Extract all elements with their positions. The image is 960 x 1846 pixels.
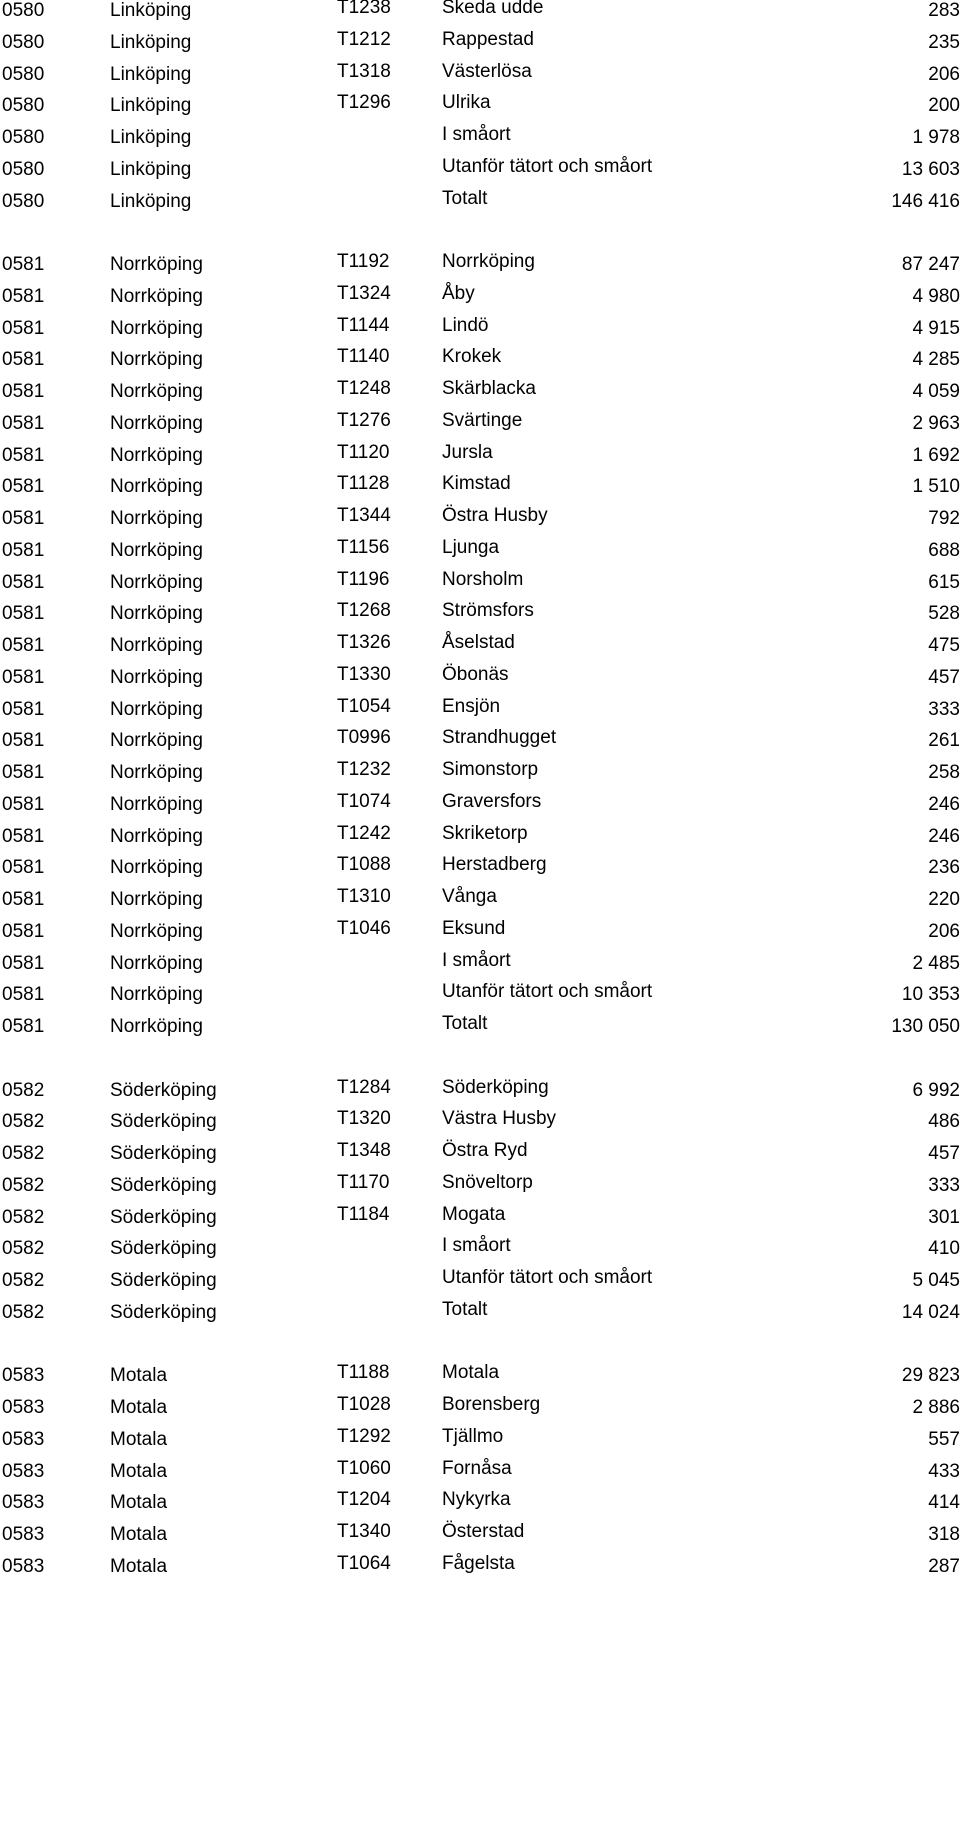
locality-code: T1060 bbox=[337, 1457, 391, 1479]
locality-name: Snöveltorp bbox=[442, 1171, 533, 1193]
municipality-code: 0581 bbox=[2, 444, 45, 466]
locality-code: T1140 bbox=[337, 346, 390, 368]
locality-code: T1088 bbox=[337, 854, 391, 876]
municipality-code: 0580 bbox=[2, 0, 45, 21]
locality-name: Ulrika bbox=[442, 92, 491, 114]
locality-name: Graversfors bbox=[442, 790, 542, 812]
table-row bbox=[0, 1361, 960, 1391]
municipality-code: 0582 bbox=[2, 1301, 45, 1323]
municipality-code: 0580 bbox=[2, 95, 45, 117]
population-value: 146 416 bbox=[891, 190, 960, 212]
population-value: 457 bbox=[928, 666, 960, 688]
municipality-code: 0581 bbox=[2, 635, 45, 656]
locality-name: Mogata bbox=[442, 1203, 506, 1225]
table-row bbox=[0, 758, 960, 788]
locality-code: T1320 bbox=[337, 1108, 391, 1130]
table-row bbox=[0, 822, 960, 852]
table-row bbox=[0, 949, 960, 979]
table-row bbox=[0, 853, 960, 883]
table-row bbox=[0, 1076, 960, 1106]
population-value: 475 bbox=[928, 635, 960, 656]
municipality-name: Söderköping bbox=[110, 1206, 217, 1228]
table-row bbox=[0, 1520, 960, 1550]
locality-name: Östra Husby bbox=[442, 505, 548, 526]
locality-name: Jursla bbox=[442, 441, 493, 463]
municipality-code: 0580 bbox=[2, 158, 45, 180]
municipality-code: 0582 bbox=[2, 1079, 45, 1101]
population-value: 220 bbox=[928, 889, 960, 910]
table-row bbox=[0, 1171, 960, 1201]
municipality-code: 0582 bbox=[2, 1174, 45, 1196]
population-value: 6 992 bbox=[912, 1079, 960, 1101]
municipality-name: Norrköping bbox=[110, 571, 203, 593]
municipality-code: 0583 bbox=[2, 1428, 45, 1450]
municipality-name: Norrköping bbox=[110, 889, 203, 910]
locality-name: Skeda udde bbox=[442, 0, 544, 18]
municipality-code: 0581 bbox=[2, 508, 45, 529]
table-row bbox=[0, 790, 960, 820]
table-row bbox=[0, 345, 960, 375]
locality-name: Strömsfors bbox=[442, 600, 534, 622]
municipality-code: 0583 bbox=[2, 1397, 45, 1418]
locality-name: Utanför tätort och småort bbox=[442, 155, 653, 177]
municipality-code: 0581 bbox=[2, 920, 45, 942]
population-value: 235 bbox=[928, 31, 960, 53]
municipality-name: Söderköping bbox=[110, 1111, 217, 1133]
locality-code: T1188 bbox=[337, 1362, 390, 1384]
population-value: 528 bbox=[928, 603, 960, 625]
table-row bbox=[0, 314, 960, 344]
locality-name: Östra Ryd bbox=[442, 1140, 528, 1161]
population-value: 14 024 bbox=[901, 1301, 960, 1323]
population-value: 4 285 bbox=[912, 349, 960, 371]
population-value: 2 886 bbox=[912, 1397, 960, 1418]
locality-name: Svärtinge bbox=[442, 409, 523, 431]
municipality-name: Motala bbox=[110, 1524, 168, 1545]
municipality-name: Motala bbox=[110, 1365, 168, 1387]
municipality-code: 0583 bbox=[2, 1555, 45, 1577]
locality-name: Kimstad bbox=[442, 473, 511, 495]
population-value: 4 980 bbox=[912, 285, 960, 307]
locality-name: Utanför tätort och småort bbox=[442, 981, 653, 1003]
municipality-name: Norrköping bbox=[110, 952, 203, 974]
locality-name: Fornåsa bbox=[442, 1457, 512, 1479]
municipality-name: Norrköping bbox=[110, 285, 203, 307]
locality-code: T1268 bbox=[337, 600, 391, 622]
municipality-code: 0580 bbox=[2, 127, 45, 148]
municipality-name: Norrköping bbox=[110, 730, 203, 752]
municipality-code: 0581 bbox=[2, 603, 45, 625]
locality-name: Lindö bbox=[442, 314, 489, 336]
table-row bbox=[0, 917, 960, 947]
locality-name: Skriketorp bbox=[442, 822, 528, 844]
population-value: 246 bbox=[928, 825, 960, 847]
locality-name: Västra Husby bbox=[442, 1108, 557, 1130]
population-value: 1 692 bbox=[912, 444, 960, 466]
municipality-code: 0582 bbox=[2, 1238, 45, 1260]
locality-code: T1296 bbox=[337, 92, 391, 114]
locality-name: Tjällmo bbox=[442, 1425, 504, 1447]
population-value: 792 bbox=[928, 508, 960, 529]
municipality-name: Söderköping bbox=[110, 1079, 217, 1101]
municipality-code: 0581 bbox=[2, 317, 45, 339]
municipality-name: Motala bbox=[110, 1555, 168, 1577]
locality-name: Åby bbox=[442, 282, 475, 304]
population-value: 5 045 bbox=[912, 1270, 960, 1291]
municipality-name: Motala bbox=[110, 1460, 168, 1482]
municipality-name: Norrköping bbox=[110, 984, 203, 1006]
table-row bbox=[0, 441, 960, 471]
locality-code: T1340 bbox=[337, 1521, 391, 1542]
municipality-code: 0581 bbox=[2, 730, 45, 752]
table-row bbox=[0, 1457, 960, 1487]
municipality-name: Norrköping bbox=[110, 476, 203, 498]
locality-code: T1284 bbox=[337, 1076, 391, 1098]
municipality-code: 0580 bbox=[2, 31, 45, 53]
municipality-name: Linköping bbox=[110, 95, 192, 117]
table-row bbox=[0, 1234, 960, 1264]
locality-name: I småort bbox=[442, 124, 511, 145]
municipality-name: Linköping bbox=[110, 158, 192, 180]
locality-name: Öbonäs bbox=[442, 663, 509, 685]
population-value: 688 bbox=[928, 539, 960, 561]
locality-code: T1028 bbox=[337, 1394, 391, 1415]
municipality-name: Norrköping bbox=[110, 508, 203, 529]
locality-name: Totalt bbox=[442, 1013, 488, 1034]
locality-code: T1326 bbox=[337, 632, 391, 653]
table-row bbox=[0, 155, 960, 185]
locality-name: Norsholm bbox=[442, 568, 524, 590]
municipality-name: Norrköping bbox=[110, 412, 203, 434]
table-row bbox=[0, 282, 960, 312]
population-value: 246 bbox=[928, 793, 960, 815]
municipality-code: 0582 bbox=[2, 1111, 45, 1133]
locality-code: T1238 bbox=[337, 0, 391, 18]
municipality-name: Motala bbox=[110, 1397, 168, 1418]
population-value: 130 050 bbox=[891, 1016, 960, 1037]
municipality-name: Norrköping bbox=[110, 444, 203, 466]
table-row bbox=[0, 1488, 960, 1518]
locality-name: Strandhugget bbox=[442, 727, 557, 749]
locality-code: T1204 bbox=[337, 1489, 391, 1511]
locality-code: T1046 bbox=[337, 917, 391, 939]
municipality-code: 0581 bbox=[2, 698, 45, 720]
table-row bbox=[0, 409, 960, 439]
municipality-name: Norrköping bbox=[110, 349, 203, 371]
population-value: 2 485 bbox=[912, 952, 960, 974]
municipality-name: Söderköping bbox=[110, 1174, 217, 1196]
population-value: 318 bbox=[928, 1524, 960, 1545]
municipality-name: Norrköping bbox=[110, 635, 203, 656]
municipality-name: Norrköping bbox=[110, 1016, 203, 1037]
population-value: 261 bbox=[928, 730, 960, 752]
population-value: 13 603 bbox=[901, 158, 960, 180]
municipality-name: Norrköping bbox=[110, 603, 203, 625]
locality-code: T1144 bbox=[337, 314, 390, 336]
locality-code: T1348 bbox=[337, 1140, 391, 1161]
locality-code: T0996 bbox=[337, 727, 391, 749]
municipality-code: 0582 bbox=[2, 1143, 45, 1164]
locality-code: T1310 bbox=[337, 886, 391, 907]
table-row bbox=[0, 726, 960, 756]
municipality-code: 0583 bbox=[2, 1524, 45, 1545]
municipality-code: 0581 bbox=[2, 412, 45, 434]
population-value: 10 353 bbox=[901, 984, 960, 1006]
locality-code: T1344 bbox=[337, 505, 391, 526]
municipality-name: Norrköping bbox=[110, 254, 203, 275]
population-value: 1 510 bbox=[912, 476, 960, 498]
municipality-code: 0581 bbox=[2, 762, 45, 783]
municipality-name: Linköping bbox=[110, 0, 192, 21]
table-row bbox=[0, 1552, 960, 1582]
municipality-code: 0581 bbox=[2, 666, 45, 688]
locality-code: T1212 bbox=[337, 28, 391, 50]
municipality-code: 0580 bbox=[2, 63, 45, 85]
table-row bbox=[0, 123, 960, 153]
locality-code: T1192 bbox=[337, 251, 390, 272]
population-value: 2 963 bbox=[912, 412, 960, 434]
table-row bbox=[0, 599, 960, 629]
municipality-name: Motala bbox=[110, 1492, 168, 1514]
population-value: 557 bbox=[928, 1428, 960, 1450]
municipality-code: 0581 bbox=[2, 889, 45, 910]
table-row bbox=[0, 187, 960, 217]
table-row bbox=[0, 1107, 960, 1137]
table-row bbox=[0, 663, 960, 693]
population-value: 4 915 bbox=[912, 317, 960, 339]
population-value: 287 bbox=[928, 1555, 960, 1577]
population-value: 414 bbox=[928, 1492, 960, 1514]
municipality-name: Linköping bbox=[110, 127, 192, 148]
table-row bbox=[0, 885, 960, 915]
table-row bbox=[0, 0, 960, 26]
municipality-code: 0581 bbox=[2, 793, 45, 815]
locality-name: Fågelsta bbox=[442, 1552, 515, 1574]
population-value: 486 bbox=[928, 1111, 960, 1133]
municipality-code: 0580 bbox=[2, 190, 45, 212]
municipality-code: 0581 bbox=[2, 349, 45, 371]
locality-code: T1292 bbox=[337, 1425, 391, 1447]
municipality-code: 0583 bbox=[2, 1492, 45, 1514]
municipality-code: 0581 bbox=[2, 571, 45, 593]
table-row bbox=[0, 695, 960, 725]
population-value: 258 bbox=[928, 762, 960, 783]
locality-name: Krokek bbox=[442, 346, 502, 368]
municipality-name: Söderköping bbox=[110, 1238, 217, 1260]
population-value: 206 bbox=[928, 63, 960, 85]
population-value: 433 bbox=[928, 1460, 960, 1482]
locality-name: Åselstad bbox=[442, 632, 515, 653]
locality-name: I småort bbox=[442, 1235, 511, 1257]
municipality-code: 0583 bbox=[2, 1460, 45, 1482]
locality-code: T1064 bbox=[337, 1552, 391, 1574]
locality-code: T1054 bbox=[337, 695, 391, 717]
locality-code: T1120 bbox=[337, 441, 390, 463]
population-value: 87 247 bbox=[901, 254, 960, 275]
table-row bbox=[0, 472, 960, 502]
locality-code: T1318 bbox=[337, 60, 391, 82]
table-row bbox=[0, 60, 960, 90]
table-row bbox=[0, 1393, 960, 1423]
table-row bbox=[0, 504, 960, 534]
population-value: 333 bbox=[928, 698, 960, 720]
locality-code: T1248 bbox=[337, 378, 391, 399]
locality-name: Skärblacka bbox=[442, 378, 536, 399]
municipality-name: Norrköping bbox=[110, 857, 203, 879]
locality-name: Österstad bbox=[442, 1521, 525, 1542]
municipality-name: Norrköping bbox=[110, 920, 203, 942]
municipality-code: 0581 bbox=[2, 381, 45, 402]
locality-code: T1184 bbox=[337, 1203, 390, 1225]
locality-name: Totalt bbox=[442, 1298, 488, 1320]
locality-name: Norrköping bbox=[442, 251, 535, 272]
municipality-code: 0581 bbox=[2, 539, 45, 561]
municipality-code: 0582 bbox=[2, 1206, 45, 1228]
municipality-name: Norrköping bbox=[110, 317, 203, 339]
municipality-name: Linköping bbox=[110, 63, 192, 85]
municipality-name: Norrköping bbox=[110, 762, 203, 783]
municipality-code: 0581 bbox=[2, 952, 45, 974]
locality-code: T1170 bbox=[337, 1171, 390, 1193]
municipality-code: 0581 bbox=[2, 984, 45, 1006]
population-value: 283 bbox=[928, 0, 960, 21]
table-row bbox=[0, 631, 960, 661]
municipality-code: 0581 bbox=[2, 254, 45, 275]
locality-code: T1156 bbox=[337, 536, 390, 558]
table-row bbox=[0, 1203, 960, 1233]
municipality-name: Norrköping bbox=[110, 698, 203, 720]
locality-name: Totalt bbox=[442, 187, 488, 209]
locality-code: T1074 bbox=[337, 790, 391, 812]
locality-name: Ljunga bbox=[442, 536, 500, 558]
table-row bbox=[0, 568, 960, 598]
municipality-name: Norrköping bbox=[110, 825, 203, 847]
locality-code: T1196 bbox=[337, 568, 390, 590]
locality-name: Rappestad bbox=[442, 28, 534, 50]
table-row bbox=[0, 1425, 960, 1455]
locality-name: Borensberg bbox=[442, 1394, 541, 1415]
locality-code: T1324 bbox=[337, 282, 391, 304]
table-row bbox=[0, 250, 960, 280]
municipality-name: Linköping bbox=[110, 190, 192, 212]
locality-name: Söderköping bbox=[442, 1076, 549, 1098]
locality-name: Herstadberg bbox=[442, 854, 547, 876]
population-value: 4 059 bbox=[912, 381, 960, 402]
population-value: 200 bbox=[928, 95, 960, 117]
table-row bbox=[0, 91, 960, 121]
locality-name: Västerlösa bbox=[442, 60, 532, 82]
municipality-name: Norrköping bbox=[110, 381, 203, 402]
municipality-name: Söderköping bbox=[110, 1270, 217, 1291]
population-value: 333 bbox=[928, 1174, 960, 1196]
municipality-code: 0581 bbox=[2, 825, 45, 847]
table-row bbox=[0, 377, 960, 407]
table-row bbox=[0, 28, 960, 58]
municipality-name: Norrköping bbox=[110, 539, 203, 561]
municipality-code: 0582 bbox=[2, 1270, 45, 1291]
locality-code: T1276 bbox=[337, 409, 391, 431]
municipality-code: 0581 bbox=[2, 476, 45, 498]
locality-name: Ensjön bbox=[442, 695, 501, 717]
table-row bbox=[0, 1266, 960, 1296]
municipality-name: Linköping bbox=[110, 31, 192, 53]
locality-name: Nykyrka bbox=[442, 1489, 511, 1511]
table-row bbox=[0, 980, 960, 1010]
locality-name: Utanför tätort och småort bbox=[442, 1267, 653, 1288]
table-row bbox=[0, 1298, 960, 1328]
municipality-name: Norrköping bbox=[110, 793, 203, 815]
municipality-code: 0581 bbox=[2, 1016, 45, 1037]
locality-name: I småort bbox=[442, 949, 511, 971]
locality-code: T1232 bbox=[337, 759, 391, 780]
table-row bbox=[0, 536, 960, 566]
locality-name: Vånga bbox=[442, 886, 497, 907]
locality-code: T1242 bbox=[337, 822, 391, 844]
population-value: 301 bbox=[928, 1206, 960, 1228]
table-row bbox=[0, 1139, 960, 1169]
locality-name: Simonstorp bbox=[442, 759, 539, 780]
municipality-name: Motala bbox=[110, 1428, 168, 1450]
population-value: 206 bbox=[928, 920, 960, 942]
municipality-code: 0581 bbox=[2, 285, 45, 307]
locality-code: T1330 bbox=[337, 663, 391, 685]
locality-code: T1128 bbox=[337, 473, 390, 495]
population-value: 29 823 bbox=[901, 1365, 960, 1387]
population-value: 236 bbox=[928, 857, 960, 879]
table-row bbox=[0, 1012, 960, 1042]
locality-name: Eksund bbox=[442, 917, 506, 939]
municipality-name: Söderköping bbox=[110, 1301, 217, 1323]
municipality-code: 0581 bbox=[2, 857, 45, 879]
locality-name: Motala bbox=[442, 1362, 500, 1384]
municipality-name: Norrköping bbox=[110, 666, 203, 688]
municipality-name: Söderköping bbox=[110, 1143, 217, 1164]
population-value: 615 bbox=[928, 571, 960, 593]
population-value: 410 bbox=[928, 1238, 960, 1260]
population-value: 457 bbox=[928, 1143, 960, 1164]
population-value: 1 978 bbox=[912, 127, 960, 148]
municipality-code: 0583 bbox=[2, 1365, 45, 1387]
